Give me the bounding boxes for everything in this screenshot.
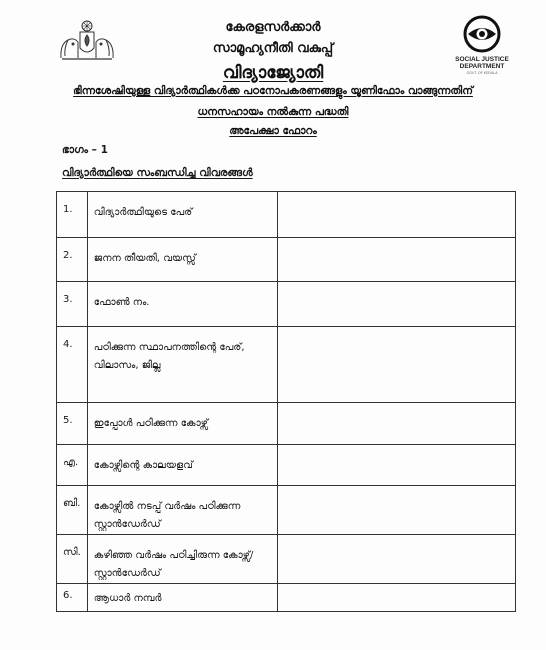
table-row [57, 327, 516, 403]
row-label: ഫോൺ നം. [87, 282, 277, 327]
row-number: സി. [57, 535, 88, 584]
part-label: ഭാഗം – 1 [62, 144, 108, 156]
table-row [57, 445, 516, 486]
row-label: പഠിക്കുന്ന സ്ഥാപനത്തിന്റെ പേര്, വിലാസം, ജില്ല [87, 327, 277, 403]
table-row [57, 238, 516, 282]
scheme-description: ഭിന്നശേഷിയുള്ള വിദ്യാർത്ഥികൾക്ക പഠനോപകരണങ്ങളും യൂണിഫോം വാങ്ങുന്നതിന് [73, 85, 473, 97]
row-number: 3. [57, 282, 88, 327]
scheme-subtitle: ധനസഹായം നൽകുന്ന പദ്ധതി [197, 106, 349, 118]
phone-field[interactable] [277, 282, 515, 327]
row-label: വിദ്യാർത്ഥിയുടെ പേര് [87, 192, 277, 238]
table-row [57, 192, 516, 238]
current-course-field[interactable] [277, 403, 515, 445]
row-label: ആധാർ നമ്പർ [87, 584, 277, 612]
dob-age-field[interactable] [277, 238, 515, 282]
row-number: 1. [57, 192, 88, 238]
row-label: കോഴ്സിന്റെ കാലയളവ് [87, 445, 277, 486]
current-standard-field[interactable] [277, 486, 515, 535]
institution-field[interactable] [277, 327, 515, 403]
table-row [57, 403, 516, 445]
row-number: 2. [57, 238, 88, 282]
table-row [57, 535, 516, 584]
row-number: 5. [57, 403, 88, 445]
table-row [57, 486, 516, 535]
student-details-table [56, 191, 516, 612]
row-number: ബി. [57, 486, 88, 535]
row-label: കോഴ്സിൽ നടപ്പ് വർഷം പഠിക്കുന്ന സ്റ്റാൻഡേർഡ് [87, 486, 277, 535]
scheme-title: വിദ്യാജ്യോതി [222, 63, 324, 83]
logo-name-line1: SOCIAL JUSTICE [455, 56, 509, 63]
table-row [57, 584, 516, 612]
row-number: 6. [57, 584, 88, 612]
row-label: ഇപ്പോൾ പഠിക്കുന്ന കോഴ്സ് [87, 403, 277, 445]
row-label: കഴിഞ്ഞ വർഷം പഠിച്ചിരുന്ന കോഴ്സ്/ സ്റ്റാൻഡേർഡ് [87, 535, 277, 584]
previous-course-field[interactable] [277, 535, 515, 584]
row-number: എ. [57, 445, 88, 486]
student-name-field[interactable] [277, 192, 515, 238]
form-title: അപേക്ഷാ ഫോറം [229, 125, 317, 137]
row-number: 4. [57, 327, 88, 403]
department-title: സാമൂഹ്യനീതി വകുപ്പ് [212, 41, 334, 56]
table-row [57, 282, 516, 327]
section-title: വിദ്യാർത്ഥിയെ സംബന്ധിച്ച വിവരങ്ങൾ [62, 167, 253, 179]
aadhaar-field[interactable] [277, 584, 515, 612]
course-duration-field[interactable] [277, 445, 515, 486]
logo-name-line2: DEPARTMENT [459, 63, 505, 70]
logo-tagline: GOVT. OF KERALA [466, 71, 498, 75]
govt-title: കേരളസർക്കാർ [225, 20, 321, 35]
row-label: ജനന തീയതി, വയസ്സ് [87, 238, 277, 282]
